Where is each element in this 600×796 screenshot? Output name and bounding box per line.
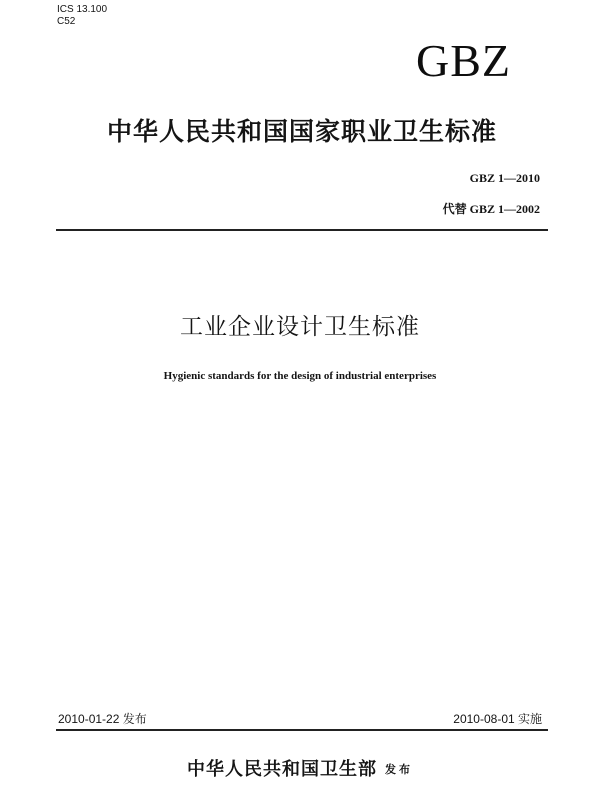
bottom-divider [56, 729, 548, 731]
issue-date: 2010-01-22 发布 [58, 712, 147, 726]
ics-code: ICS 13.100 [57, 4, 108, 15]
implementation-date: 2010-08-01 实施 [453, 712, 542, 726]
ccs-code: C52 [57, 16, 76, 27]
issuer-name: 中华人民共和国卫生部 [187, 759, 377, 780]
gbz-logo: GBZ [416, 35, 511, 86]
national-standard-heading: 中华人民共和国国家职业卫生标准 [106, 117, 497, 146]
document-title-chinese: 工业企业设计卫生标准 [180, 314, 420, 340]
top-divider [56, 229, 548, 231]
document-title-english: Hygienic standards for the design of industrial enterprises [163, 370, 437, 382]
issue-word: 发布 [385, 763, 413, 776]
replaces-standard: 代替 GBZ 1—2002 [442, 202, 540, 216]
issuing-authority [0, 758, 600, 782]
standard-number: GBZ 1—2010 [469, 171, 540, 185]
